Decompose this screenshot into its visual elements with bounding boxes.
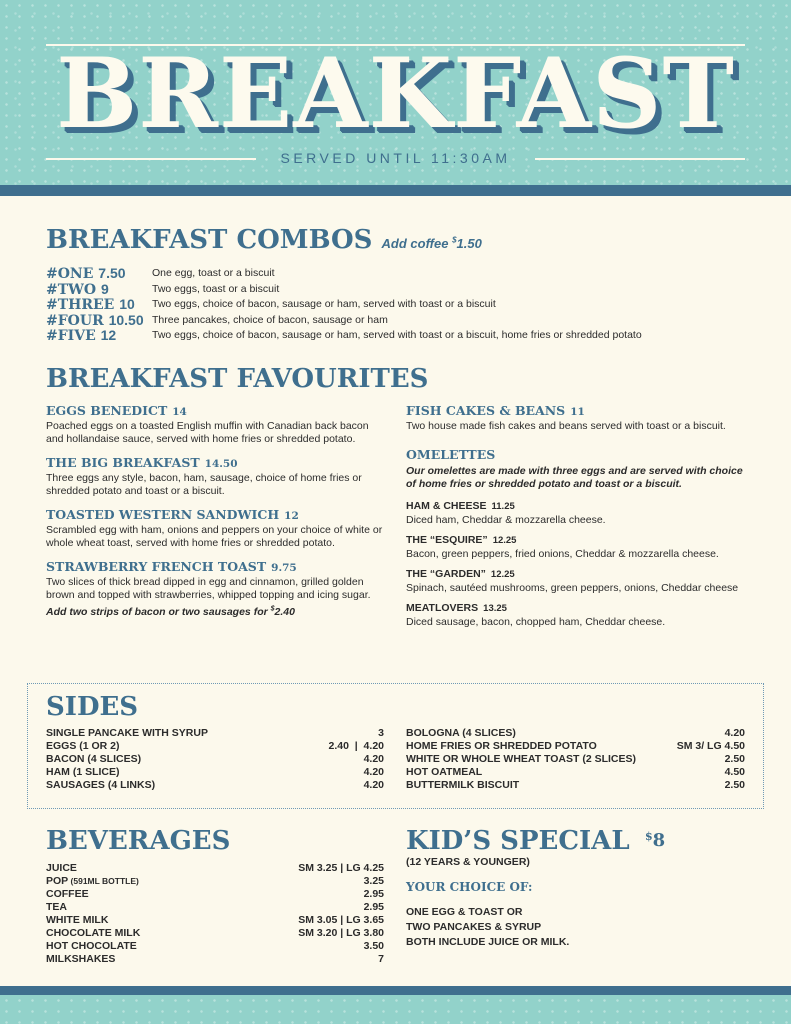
side-price: 2.40 | 4.20 [328,740,384,752]
omelettes-heading: OMELETTES [406,447,496,462]
side-price: 4.50 [724,766,745,778]
list-item [46,901,384,914]
beverage-name: JUICE [46,862,77,874]
beverage-price: SM 3.25 | LG 4.25 [298,862,384,874]
omelette-desc: Bacon, green peppers, fried onions, Cheddar & mozzarella cheese. [406,548,719,560]
kids-option-line: BOTH INCLUDE JUICE OR MILK. [406,936,570,948]
omelette-item [406,567,751,595]
beverage-name: CHOCOLATE MILK [46,927,141,939]
side-name: SAUSAGES (4 LINKS) [46,779,156,791]
kids-choice-heading: YOUR CHOICE OF: [406,880,533,894]
add-coffee-note [382,236,482,251]
item-price: 14 [172,406,187,418]
item-title [46,507,386,524]
omelette-desc: Diced sausage, bacon, chopped ham, Cheddar cheese. [406,616,666,628]
item-desc [46,576,386,619]
beverage-name-main: POP [46,875,69,887]
side-price: 2.50 [724,753,745,765]
omelette-title [406,533,751,548]
side-price: 2.50 [724,779,745,791]
combos-heading-text: BREAKFAST COMBOS [46,225,373,255]
item-price: 12 [284,510,299,522]
list-item [46,953,384,966]
list-item [406,779,745,792]
item-name: FISH CAKES & BEANS [406,403,566,418]
combo-price: 12 [100,327,117,343]
list-item [46,927,384,940]
beverage-name [46,875,139,887]
list-item [46,779,384,792]
side-name: SINGLE PANCAKE WITH SYRUP [46,727,208,739]
combo-desc: Two eggs, choice of bacon, sausage or ham, served with toast or a biscuit [152,298,496,310]
page-title: BREAKFAST [56,37,735,150]
omelette-price: 12.25 [492,535,517,546]
list-item [46,875,384,888]
list-item [406,727,745,740]
item-price: 9.75 [271,562,297,574]
beverages-heading: BEVERAGES [46,826,231,856]
beverage-price: 3.25 [363,875,384,887]
item-title [46,455,386,472]
combo-number [46,265,126,282]
side-name: BACON (4 SLICES) [46,753,142,765]
combo-desc: Three pancakes, choice of bacon, sausage or ham [152,313,388,326]
item-price: 14.50 [204,458,238,470]
sides-right-list [406,727,745,792]
combos-heading [46,225,482,259]
omelette-title [406,601,751,616]
beverage-price: SM 3.05 | LG 3.65 [298,914,384,926]
item-desc: Three eggs any style, bacon, ham, sausage, choice of home fries or shredded potato and toast or a biscuit. [46,472,362,497]
beverage-price: 3.50 [363,940,384,952]
beverage-name: TEA [46,901,67,913]
list-item [46,766,384,779]
side-price: 4.20 [724,727,745,739]
item-desc: Scrambled egg with ham, onions and peppers on your choice of white or whole wheat toast, served with home fries or shredded potato. [46,524,383,549]
header-banner [0,0,791,185]
combo-price: 7.50 [98,265,126,281]
omelette-name: HAM & CHEESE [406,500,487,512]
item-addon-text: Add two strips of bacon or two sausages for [46,605,271,618]
header-rule-right [535,158,745,160]
beverages-list [46,862,384,966]
menu-item [46,559,386,619]
beverage-name: MILKSHAKES [46,953,116,965]
omelette-name: THE “ESQUIRE” [406,534,488,546]
omelette-name: MEATLOVERS [406,602,479,614]
combo-number [46,327,116,344]
combo-number [46,312,144,329]
combo-desc: Two eggs, choice of bacon, sausage or ham, served with toast or a biscuit, home fries or shredded potato [152,329,642,341]
beverage-name: HOT CHOCOLATE [46,940,137,952]
kids-special-heading: KID’S SPECIAL [406,826,630,856]
item-desc: Poached eggs on a toasted English muffin with Canadian back bacon and hollandaise sauce, served with home fries or shredded potato. [46,420,369,445]
kids-options [406,905,569,950]
kids-option-line: ONE EGG & TOAST OR [406,906,523,918]
beverage-price: 2.95 [363,901,384,913]
combo-price: 10 [119,296,135,312]
list-item [46,753,384,766]
side-name: HAM (1 SLICE) [46,766,120,778]
item-name: EGGS BENEDICT [46,403,168,418]
omelette-desc: Spinach, sautéed mushrooms, green peppers, onions, Cheddar cheese [406,582,739,594]
combo-desc: One egg, toast or a biscuit [152,267,275,279]
combo-desc: Two eggs, toast or a biscuit [152,282,280,295]
omelette-desc: Diced ham, Cheddar & mozzarella cheese. [406,514,606,526]
list-item [406,766,745,779]
combo-num-label: #ONE [46,266,94,282]
side-name: BOLOGNA (4 SLICES) [406,727,516,739]
omelettes-intro: Our omelettes are made with three eggs and are served with choice of home fries or shredded potato and toast or a biscuit. [406,465,743,490]
beverage-name: WHITE MILK [46,914,109,926]
item-desc: Two house made fish cakes and beans served with toast or a biscuit. [406,420,726,432]
sides-heading: SIDES [46,692,139,722]
side-price: 4.20 [363,766,384,778]
combo-number [46,296,135,313]
beverage-name-note: (591ML BOTTLE) [68,876,139,886]
omelette-price: 12.25 [490,569,515,580]
item-addon-currency: $ [270,605,275,612]
favourites-right-column [406,403,751,635]
sides-left-list [46,727,384,792]
side-name: EGGS (1 OR 2) [46,740,120,752]
item-name: STRAWBERRY FRENCH TOAST [46,559,267,574]
header-band [0,185,791,196]
favourites-left-column [46,403,386,626]
side-name: HOT OATMEAL [406,766,483,778]
combo-num-label: #FIVE [46,328,96,344]
list-item [46,862,384,875]
item-price: 11 [570,406,585,418]
side-price: 4.20 [363,753,384,765]
combo-price: 9 [100,280,109,297]
kids-price-currency: $ [645,830,653,843]
combo-num-label: #FOUR [46,312,104,329]
kids-age-note: (12 YEARS & YOUNGER) [406,856,530,868]
combo-number [46,281,109,298]
omelette-price: 11.25 [491,501,515,512]
item-title [46,559,386,576]
item-addon-price: 2.40 [274,605,295,618]
list-item [46,888,384,901]
beverage-price: 2.95 [363,888,384,900]
omelette-item [406,533,751,561]
add-coffee-label: Add coffee [381,236,453,251]
list-item [406,753,745,766]
kids-special-price [645,830,665,851]
side-price: 4.20 [363,779,384,791]
item-desc-text: Two slices of thick bread dipped in egg and cinnamon, grilled golden brown and topped with strawberries, whipped topping and icing sugar. [46,576,371,601]
beverage-name: COFFEE [46,888,89,900]
menu-item [46,507,386,550]
side-name: HOME FRIES OR SHREDDED POTATO [406,740,597,752]
combo-price: 10.50 [108,311,144,328]
item-name: TOASTED WESTERN SANDWICH [46,507,280,522]
omelette-title [406,499,751,514]
list-item [46,914,384,927]
side-name: WHITE OR WHOLE WHEAT TOAST (2 SLICES) [406,753,637,765]
kids-option-line: TWO PANCAKES & SYRUP [406,921,542,933]
kids-price-value: 8 [652,830,666,851]
omelette-price: 13.25 [483,603,507,614]
omelette-item [406,499,751,527]
combo-num-label: #THREE [46,297,115,313]
menu-item [46,403,386,446]
item-name: THE BIG BREAKFAST [46,455,200,470]
beverage-price: SM 3.20 | LG 3.80 [298,927,384,939]
side-price: SM 3/ LG 4.50 [676,740,745,752]
menu-item [406,403,751,433]
favourites-heading: BREAKFAST FAVOURITES [46,364,429,394]
item-title [46,403,386,420]
add-coffee-currency: $ [452,235,457,245]
list-item [46,940,384,953]
list-item [406,740,745,753]
list-item [46,727,384,740]
item-title [406,403,751,420]
omelette-item [406,601,751,629]
omelette-title [406,567,751,582]
footer-strip [0,995,791,1024]
side-name: BUTTERMILK BISCUIT [406,779,520,791]
combo-num-label: #TWO [46,281,97,298]
beverage-price: 7 [378,953,384,965]
list-item [46,740,384,753]
add-coffee-price: 1.50 [456,236,482,251]
menu-item [46,455,386,498]
served-until-text: SERVED UNTIL 11:30AM [280,150,511,166]
side-price: 3 [378,727,384,739]
omelette-name: THE “GARDEN” [406,568,486,580]
